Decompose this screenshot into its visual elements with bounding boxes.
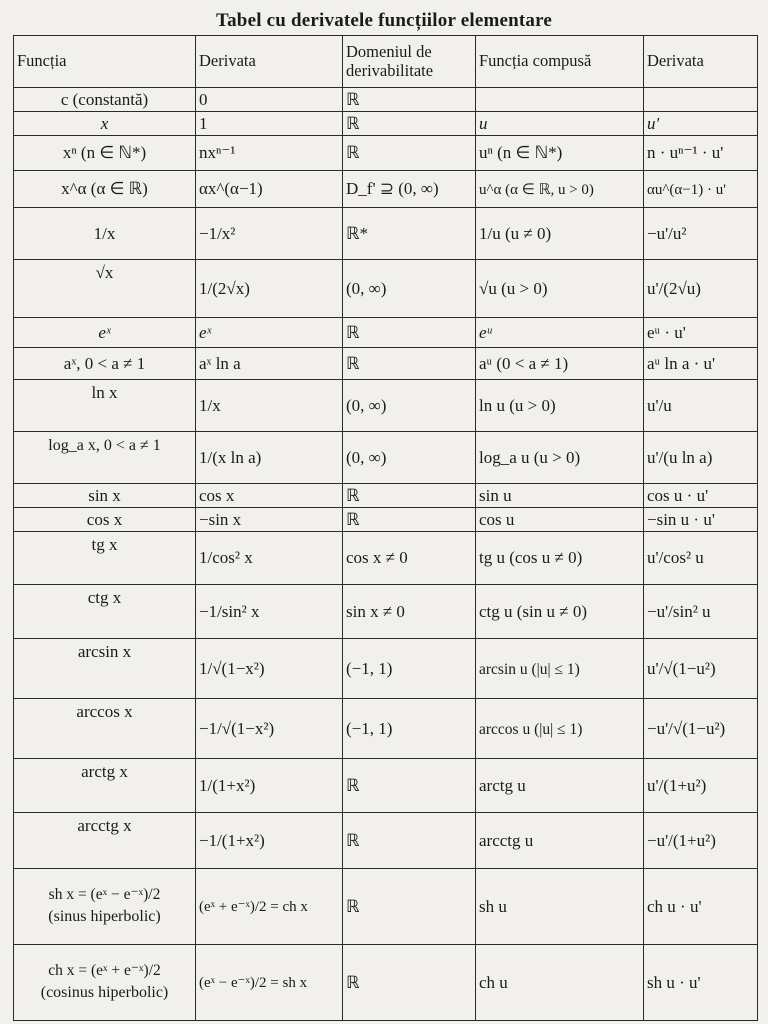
cell-derivative [196,508,343,532]
cell-function [14,88,196,112]
cell-composite [476,318,644,348]
formula: −sin u · u' [647,509,715,529]
cell-composite [476,945,644,1021]
cell-derivative [196,869,343,945]
cell-function [14,759,196,813]
cell-function [14,813,196,869]
cell-composite [476,639,644,699]
formula: (0, ∞) [346,447,387,467]
formula: (−1, 1) [346,718,393,738]
formula: ctg x [87,588,122,607]
formula: eˣ [199,322,212,342]
formula: ℝ [346,775,360,795]
formula: aˣ, 0 < a ≠ 1 [63,353,146,373]
formula: sin x [88,485,121,505]
cell-derivative [196,484,343,508]
cell-derivative [196,112,343,136]
table-row [14,484,758,508]
formula: √u (u > 0) [479,278,548,298]
formula: 1/√(1−x²) [199,658,265,678]
cell-function [14,348,196,380]
formula: u'/(2√u) [647,278,701,298]
cell-composite-derivative [644,585,758,639]
formula: sh u · u' [647,972,701,992]
formula: u'/cos² u [647,548,704,568]
cell-composite [476,380,644,432]
cell-derivative [196,585,343,639]
formula: ℝ [346,896,360,916]
formula: tg u (cos u ≠ 0) [479,548,583,568]
formula: u'/(u ln a) [647,447,713,467]
formula: sin u [479,485,512,505]
formula: u [479,113,488,133]
formula: √x [95,263,114,282]
cell-domain [343,318,476,348]
cell-composite-derivative [644,432,758,484]
cell-function [14,432,196,484]
formula: uⁿ (n ∈ ℕ*) [479,143,563,163]
cell-function [14,508,196,532]
formula: arcctg u [479,830,534,850]
formula-note: (cosinus hiperbolic) [40,984,169,1002]
formula: sh u [479,896,507,916]
cell-derivative [196,639,343,699]
formula: aᵘ ln a · u' [647,353,716,373]
cell-domain [343,869,476,945]
formula: αu^(α−1) · u' [647,181,726,198]
formula: 1/x [93,223,116,243]
cell-derivative [196,813,343,869]
formula: 1/cos² x [199,548,253,568]
header-derivata-compusa: Derivata [644,36,758,88]
formula: −u'/u² [647,223,687,243]
cell-function [14,699,196,759]
formula: ℝ [346,143,360,163]
cell-function [14,260,196,318]
formula: aᵘ (0 < a ≠ 1) [479,353,569,373]
formula: x^α (α ∈ ℝ) [61,179,148,199]
formula: 1/u (u ≠ 0) [479,223,552,243]
cell-composite [476,171,644,208]
formula: ℝ [346,89,360,109]
cell-domain [343,112,476,136]
cell-composite-derivative [644,348,758,380]
formula: −1/x² [199,223,236,243]
table-row [14,508,758,532]
cell-derivative [196,532,343,585]
cell-function [14,112,196,136]
cell-domain [343,699,476,759]
formula: u' [647,113,660,133]
formula: −1/sin² x [199,601,260,621]
formula: −1/(1+x²) [199,830,265,850]
formula: x [100,113,109,133]
table-row [14,380,758,432]
formula: (eˣ + e⁻ˣ)/2 = ch x [199,899,308,916]
formula: arccos x [76,702,133,721]
cell-composite-derivative [644,484,758,508]
cell-composite [476,869,644,945]
cell-derivative [196,171,343,208]
cell-domain [343,432,476,484]
table-row [14,171,758,208]
formula: u^α (α ∈ ℝ, u > 0) [479,181,594,198]
cell-function [14,869,196,945]
cell-domain [343,380,476,432]
formula: u'/√(1−u²) [647,658,716,678]
formula: ctg u (sin u ≠ 0) [479,601,588,621]
cell-composite [476,484,644,508]
formula: tg x [91,535,118,554]
cell-function [14,208,196,260]
cell-function [14,945,196,1021]
formula: aˣ ln a [199,353,241,373]
cell-domain [343,639,476,699]
table-row [14,532,758,585]
formula-note: (sinus hiperbolic) [48,908,161,926]
formula: u'/u [647,395,672,415]
cell-domain [343,88,476,112]
cell-function [14,532,196,585]
cell-composite-derivative [644,318,758,348]
formula: nxⁿ⁻¹ [199,143,236,163]
cell-derivative [196,699,343,759]
cell-composite-derivative [644,532,758,585]
formula: cos x [199,485,235,505]
cell-domain [343,759,476,813]
cell-domain [343,260,476,318]
formula: ℝ [346,113,360,133]
formula: xⁿ (n ∈ ℕ*) [62,143,147,163]
table-row [14,318,758,348]
formula: arccos u (|u| ≤ 1) [479,720,583,738]
formula: 1/(2√x) [199,278,250,298]
cell-composite-derivative [644,171,758,208]
cell-function [14,484,196,508]
header-functia: Funcția [14,36,196,88]
cell-composite [476,699,644,759]
formula: ℝ* [346,223,368,243]
cell-composite [476,348,644,380]
formula: ℝ [346,353,360,373]
cell-function [14,136,196,171]
cell-domain [343,813,476,869]
formula: αx^(α−1) [199,179,263,199]
cell-domain [343,945,476,1021]
formula: 1/(x ln a) [199,447,262,467]
formula: (0, ∞) [346,395,387,415]
cell-function [14,318,196,348]
formula: n · uⁿ⁻¹ · u' [647,143,724,163]
formula: cos u · u' [647,485,709,505]
cell-composite [476,260,644,318]
cell-domain [343,585,476,639]
formula: arcsin u (|u| ≤ 1) [479,660,580,678]
formula: ln u (u > 0) [479,395,556,415]
cell-composite-derivative [644,112,758,136]
formula: ℝ [346,322,360,342]
formula: ℝ [346,830,360,850]
cell-composite-derivative [644,380,758,432]
formula: 0 [199,89,208,109]
table-row [14,813,758,869]
cell-derivative [196,88,343,112]
table-row [14,869,758,945]
table-row [14,585,758,639]
cell-domain [343,348,476,380]
table-row [14,432,758,484]
formula: (eˣ − e⁻ˣ)/2 = sh x [199,975,308,992]
formula: −u'/sin² u [647,601,711,621]
cell-derivative [196,208,343,260]
cell-domain [343,136,476,171]
formula: −u'/(1+u²) [647,830,716,850]
cell-composite-derivative [644,813,758,869]
header-compusa: Funcția compusă [476,36,644,88]
formula: ch x = (eˣ + e⁻ˣ)/2 [48,962,161,980]
cell-composite-derivative [644,136,758,171]
page-title: Tabel cu derivatele funcțiilor elementare [215,10,553,31]
cell-derivative [196,260,343,318]
formula: D_f' ⊇ (0, ∞) [346,179,439,199]
cell-domain [343,532,476,585]
table-row [14,699,758,759]
cell-domain [343,508,476,532]
table-row [14,112,758,136]
cell-composite-derivative [644,508,758,532]
cell-composite [476,508,644,532]
cell-function [14,171,196,208]
cell-composite [476,759,644,813]
cell-derivative [196,945,343,1021]
table-row [14,88,758,112]
formula: arcsin x [77,642,132,661]
formula: −u'/√(1−u²) [647,718,726,738]
cell-composite [476,813,644,869]
formula: ℝ [346,485,360,505]
table-row [14,945,758,1021]
cell-composite-derivative [644,869,758,945]
cell-composite-derivative [644,260,758,318]
table-row [14,639,758,699]
cell-composite-derivative [644,699,758,759]
formula: sin x ≠ 0 [346,601,405,621]
cell-composite [476,532,644,585]
cell-domain [343,208,476,260]
table-row [14,759,758,813]
formula: sh x = (eˣ − e⁻ˣ)/2 [48,886,161,904]
formula: u'/(1+u²) [647,775,707,795]
formula: c (constantă) [60,89,149,109]
formula: ln x [91,383,118,402]
formula: cos u [479,509,515,529]
cell-composite-derivative [644,759,758,813]
formula: log_a u (u > 0) [479,447,581,467]
table-row [14,136,758,171]
cell-derivative [196,432,343,484]
table-row [14,348,758,380]
cell-composite [476,432,644,484]
formula: arctg u [479,775,526,795]
formula: arctg x [81,762,128,781]
cell-derivative [196,348,343,380]
table-row [14,208,758,260]
formula: 1 [199,113,208,133]
cell-composite-derivative [644,208,758,260]
formula: −sin x [199,509,242,529]
cell-derivative [196,759,343,813]
cell-derivative [196,318,343,348]
cell-function [14,585,196,639]
header-row [14,36,758,88]
header-derivata: Derivata [196,36,343,88]
cell-composite-derivative [644,88,758,112]
cell-domain [343,484,476,508]
formula: ℝ [346,509,360,529]
formula: eᵘ · u' [647,322,686,342]
formula: 1/(1+x²) [199,775,256,795]
header-domeniul: Domeniul de derivabilitate [343,36,476,88]
cell-derivative [196,136,343,171]
table-row [14,260,758,318]
cell-composite [476,585,644,639]
formula: arcctg x [77,816,132,835]
formula: ch u · u' [647,896,702,916]
derivatives-table [13,35,758,1021]
formula: ch u [479,972,508,992]
cell-composite [476,136,644,171]
cell-composite-derivative [644,945,758,1021]
formula: ℝ [346,972,360,992]
formula: cos x [86,509,123,529]
cell-composite-derivative [644,639,758,699]
formula: (−1, 1) [346,658,393,678]
cell-composite [476,112,644,136]
cell-composite [476,208,644,260]
cell-composite [476,88,644,112]
formula: eˣ [98,322,111,342]
cell-domain [343,171,476,208]
formula: eᵘ [479,322,492,342]
formula: 1/x [199,395,221,415]
cell-derivative [196,380,343,432]
formula: −1/√(1−x²) [199,718,275,738]
formula: cos x ≠ 0 [346,548,408,568]
cell-function [14,380,196,432]
cell-function [14,639,196,699]
formula: log_a x, 0 < a ≠ 1 [48,437,161,454]
formula: (0, ∞) [346,278,387,298]
